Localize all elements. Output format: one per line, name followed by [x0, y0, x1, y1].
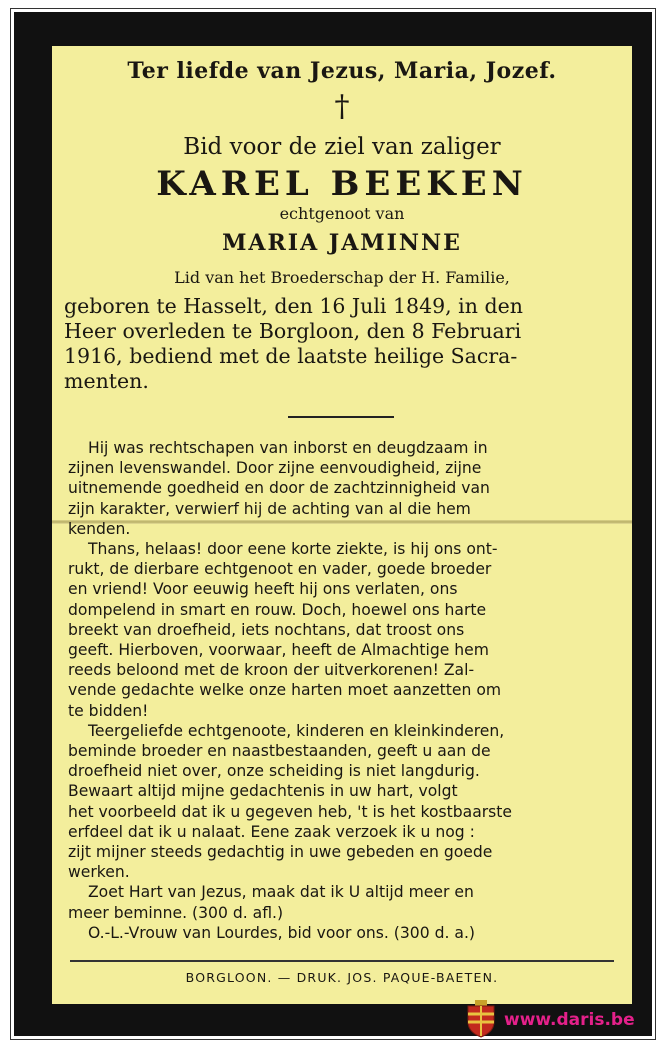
body-line: zijt mijner steeds gedachtig in uwe gebeden en goede: [68, 843, 493, 862]
coat-of-arms-icon: [466, 1000, 496, 1038]
body-line: dompelend in smart en rouw. Doch, hoewel ons harte: [68, 600, 487, 619]
watermark-text: www.daris.be: [504, 1010, 635, 1030]
body-line: te bidden!: [68, 701, 149, 720]
printer-imprint: BORGLOON. — DRUK. JOS. PAQUE-BAETEN.: [185, 970, 499, 985]
body-line: uitnemende goedheid en door de zachtzinnigheid van: [68, 479, 490, 498]
card-body-text: [68, 438, 618, 943]
memorial-card: [52, 46, 632, 1004]
spouse-intro: echtgenoot van: [279, 204, 405, 223]
body-line: reeds beloond met de kroon der uitverkorenen! Zal-: [68, 661, 475, 680]
footer-rule: [70, 960, 614, 962]
bio-line: geboren te Hasselt, den 16 Juli 1849, in den: [64, 294, 523, 318]
body-line: rukt, de dierbare echtgenoot en vader, goede broeder: [68, 560, 492, 579]
body-line: kenden.: [68, 519, 131, 538]
body-line: Teergeliefde echtgenoote, kinderen en kleinkinderen,: [88, 721, 505, 740]
cross-icon: †: [334, 89, 350, 124]
body-line: geeft. Hierboven, voorwaar, heeft de Almachtige hem: [68, 641, 489, 660]
body-line: Bewaart altijd mijne gedachtenis in uw hart, volgt: [68, 782, 458, 801]
body-line: O.-L.-Vrouw van Lourdes, bid voor ons. (300 d. a.): [88, 923, 476, 942]
watermark: [466, 998, 656, 1042]
bio-line: 1916, bediend met de laatste heilige Sacra-: [64, 344, 518, 368]
body-line: Zoet Hart van Jezus, maak dat ik U altijd meer en: [88, 883, 474, 902]
body-line: droefheid niet over, onze scheiding is niet langdurig.: [68, 762, 480, 781]
body-line: Hij was rechtschapen van inborst en deugdzaam in: [88, 439, 488, 457]
body-line: Thans, helaas! door eene korte ziekte, is hij ons ont-: [88, 540, 498, 559]
body-line: zijn karakter, verwierf hij de achting van al die hem: [68, 499, 471, 518]
membership-line: Lid van het Broederschap der H. Familie,: [174, 268, 510, 287]
spouse-name: MARIA JAMINNE: [222, 230, 462, 256]
bio-line: menten.: [64, 369, 149, 393]
bio-line: Heer overleden te Borgloon, den 8 Februari: [64, 319, 522, 343]
body-line: vende gedachte welke onze harten moet aanzetten om: [68, 681, 502, 700]
body-line: het voorbeeld dat ik u gegeven heb, 't is het kostbaarste: [68, 802, 512, 821]
body-line: meer beminne. (300 d. afl.): [68, 903, 284, 922]
body-line: beminde broeder en naastbestaanden, geeft u aan de: [68, 742, 491, 761]
deceased-name: KAREL BEEKEN: [156, 164, 528, 204]
biography: [64, 294, 620, 394]
body-line: breekt van droefheid, iets nochtans, dat troost ons: [68, 620, 465, 639]
body-line: zijnen levenswandel. Door zijne eenvoudigheid, zijne: [68, 459, 482, 478]
prayer-line: Bid voor de ziel van zaliger: [183, 134, 501, 160]
divider-rule: [288, 416, 394, 418]
card-header: Ter liefde van Jezus, Maria, Jozef.: [127, 58, 557, 84]
body-line: erfdeel dat ik u nalaat. Eene zaak verzoek ik u nog :: [68, 822, 475, 841]
body-line: en vriend! Voor eeuwig heeft hij ons verlaten, ons: [68, 580, 458, 599]
body-line: werken.: [68, 863, 130, 882]
